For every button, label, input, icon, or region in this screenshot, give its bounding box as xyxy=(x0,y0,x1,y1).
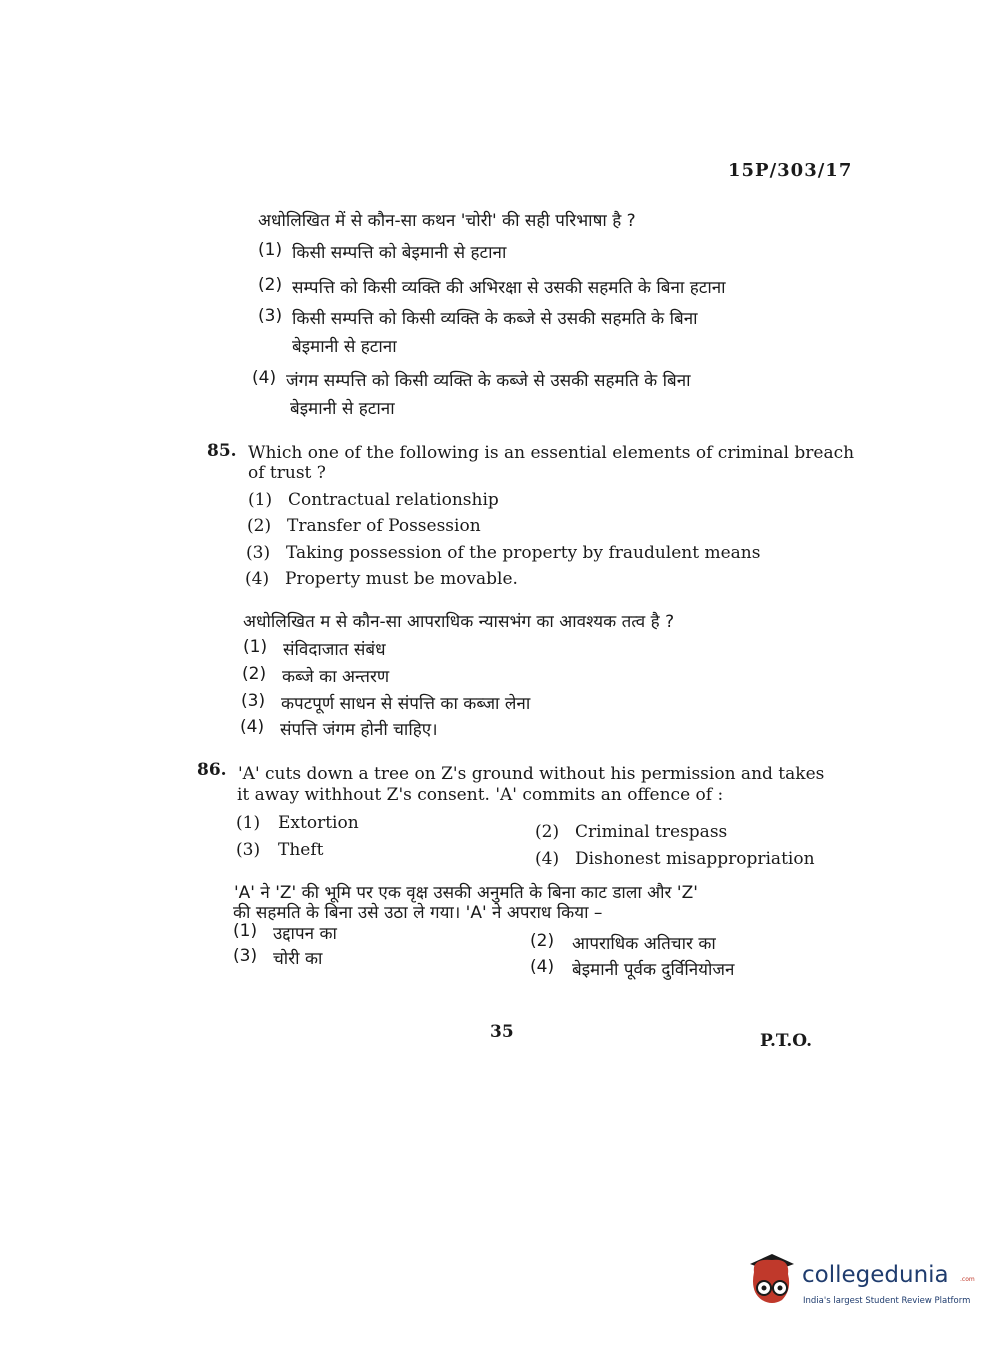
option-number: (3) xyxy=(258,306,283,326)
option-text: चोरी का xyxy=(273,949,323,969)
q85-option-2 xyxy=(247,516,481,536)
option-number: (1) xyxy=(258,240,283,260)
option-text: कपटपूर्ण साधन से संपत्ति का कब्जा लेना xyxy=(281,694,531,714)
mascot-icon xyxy=(742,1250,798,1320)
option-text: सम्पत्ति को किसी व्यक्ति की अभिरक्षा से उसकी सहमति के बिना हटाना xyxy=(292,278,726,298)
option-text: उद्दापन का xyxy=(273,924,337,944)
q85-hindi-option-2 xyxy=(242,664,389,687)
q85-option-4 xyxy=(245,569,518,589)
option-number: (4) xyxy=(245,569,270,589)
option-text: संपत्ति जंगम होनी चाहिए। xyxy=(280,720,438,740)
option-number: (4) xyxy=(252,368,277,388)
option-text: किसी सम्पत्ति को किसी व्यक्ति के कब्जे से उसकी सहमति के बिना xyxy=(292,309,698,329)
option-number: (3) xyxy=(236,840,261,860)
option-number: (2) xyxy=(530,931,555,951)
q84-hindi-option-4-cont: बेइमानी से हटाना xyxy=(290,399,395,419)
q86-hindi-option-2 xyxy=(530,931,716,954)
q85-hindi-question: अधोलिखित म से कौन-सा आपराधिक न्यासभंग का आवश्यक तत्व है ? xyxy=(243,612,675,632)
option-number: (1) xyxy=(236,813,261,833)
option-text: Taking possession of the property by fraudulent means xyxy=(286,543,761,563)
option-text: कब्जे का अन्तरण xyxy=(282,667,390,687)
page-number: 35 xyxy=(490,1022,514,1042)
q85-question-line1: Which one of the following is an essential elements of criminal breach xyxy=(248,443,855,463)
option-text: Theft xyxy=(278,840,324,860)
q84-hindi-option-1 xyxy=(258,240,506,263)
option-number: (4) xyxy=(530,957,555,977)
q86-hindi-option-4 xyxy=(530,957,734,980)
option-number: (3) xyxy=(233,946,258,966)
option-text: संविदाजात संबंध xyxy=(283,640,386,660)
brand-name: collegedunia xyxy=(802,1262,949,1288)
option-number: (1) xyxy=(233,921,258,941)
option-text: Extortion xyxy=(278,813,359,833)
option-text: Transfer of Possession xyxy=(287,516,481,536)
q85-option-3 xyxy=(246,543,760,563)
paper-code: 15P/303/17 xyxy=(728,160,853,181)
q85-hindi-option-3 xyxy=(241,691,530,714)
q84-hindi-option-3 xyxy=(258,306,698,329)
option-number: (3) xyxy=(241,691,266,711)
option-text: Criminal trespass xyxy=(575,822,728,842)
option-number: (2) xyxy=(258,275,283,295)
q86-question-line2: it away withhout Z's consent. 'A' commits an offence of : xyxy=(237,785,724,805)
q86-option-2 xyxy=(535,822,727,842)
option-text: Property must be movable. xyxy=(285,569,518,589)
q86-option-1 xyxy=(236,813,359,833)
brand-tagline: India's largest Student Review Platform xyxy=(803,1296,971,1306)
option-number: (2) xyxy=(242,664,267,684)
q86-hindi-line2: की सहमति के बिना उसे उठा ले गया। 'A' ने अपराध किया – xyxy=(233,903,603,923)
q84-hindi-option-3-cont: बेइमानी से हटाना xyxy=(292,337,397,357)
pto-label: P.T.O. xyxy=(760,1031,812,1051)
q86-option-4 xyxy=(535,849,815,869)
q85-question-line2: of trust ? xyxy=(248,463,326,483)
option-number: (3) xyxy=(246,543,271,563)
option-text: Dishonest misappropriation xyxy=(575,849,815,869)
brand-domain: .com xyxy=(960,1276,975,1283)
option-text: किसी सम्पत्ति को बेइमानी से हटाना xyxy=(292,243,507,263)
q84-hindi-option-4 xyxy=(252,368,691,391)
option-text: बेइमानी पूर्वक दुर्विनियोजन xyxy=(572,960,735,980)
q85-number: 85. xyxy=(207,441,237,461)
option-number: (2) xyxy=(247,516,272,536)
q84-hindi-option-2 xyxy=(258,275,726,298)
option-text: Contractual relationship xyxy=(288,490,499,510)
q86-hindi-option-1 xyxy=(233,921,337,944)
option-number: (1) xyxy=(243,637,268,657)
q85-option-1 xyxy=(248,490,499,510)
option-number: (4) xyxy=(535,849,560,869)
q84-hindi-question: अधोलिखित में से कौन-सा कथन 'चोरी' की सही परिभाषा है ? xyxy=(258,211,636,231)
option-text: आपराधिक अतिचार का xyxy=(572,934,716,954)
q86-hindi-option-3 xyxy=(233,946,322,969)
q86-option-3 xyxy=(236,840,323,860)
q86-hindi-line1: 'A' ने 'Z' की भूमि पर एक वृक्ष उसकी अनुमति के बिना काट डाला और 'Z' xyxy=(234,883,698,903)
option-text: जंगम सम्पत्ति को किसी व्यक्ति के कब्जे से उसकी सहमति के बिना xyxy=(286,371,691,391)
q86-question-line1: 'A' cuts down a tree on Z's ground without his permission and takes xyxy=(238,764,825,784)
option-number: (1) xyxy=(248,490,273,510)
option-number: (2) xyxy=(535,822,560,842)
q86-number: 86. xyxy=(197,760,227,780)
q85-hindi-option-1 xyxy=(243,637,386,660)
q85-hindi-option-4 xyxy=(240,717,438,740)
option-number: (4) xyxy=(240,717,265,737)
